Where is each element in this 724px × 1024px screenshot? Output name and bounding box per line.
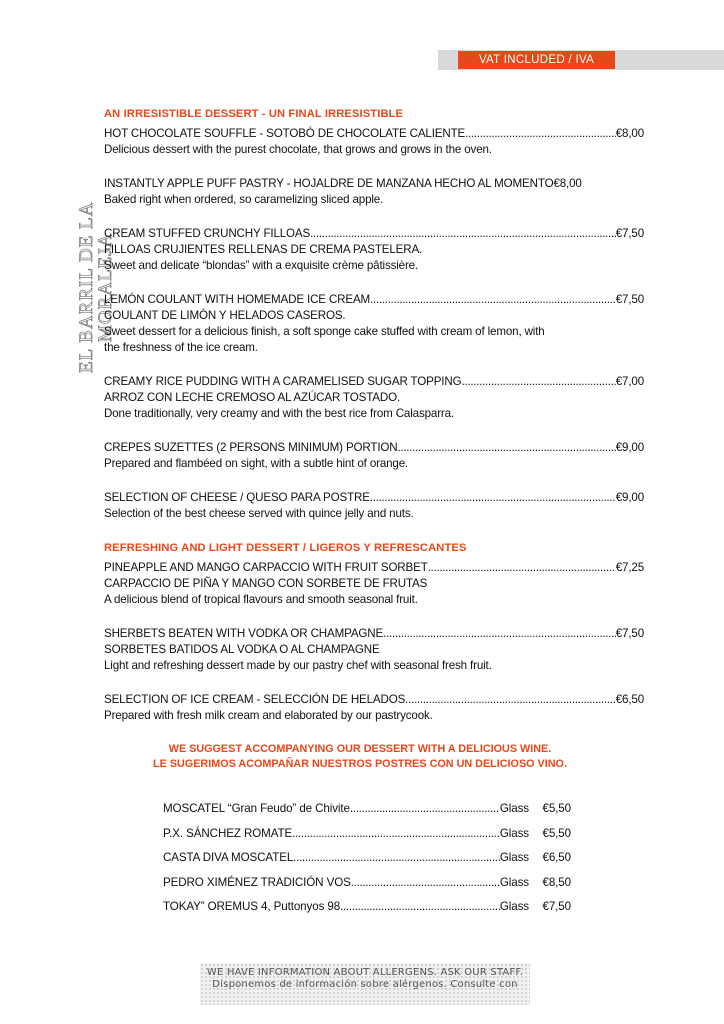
allergen-notice-english: WE HAVE INFORMATION ABOUT ALLERGENS. ASK OUR STAFF. [206, 967, 524, 978]
item-price: €7,25 [615, 561, 644, 574]
item-description: Done traditionally, very creamy and with the best rice from Calasparra. [104, 407, 454, 420]
allergen-notice [200, 963, 530, 1005]
item-spanish-name: COULANT DE LIMÓN Y HELADOS CASEROS. [104, 309, 346, 322]
wine-price: €7,50 [542, 900, 571, 913]
menu-content [104, 106, 644, 742]
item-description: Prepared with fresh milk cream and elaborated by our pastrycook. [104, 709, 433, 722]
leader-dots [408, 692, 615, 708]
item-spanish-name: CARPACCIO DE PIÑA Y MANGO CON SORBETE DE FRUTAS [104, 577, 428, 590]
item-description: Prepared and flambéed on sight, with a subtle hint of orange. [104, 457, 409, 470]
wine-suggestion-heading [120, 742, 600, 772]
wine-suggestion-english: WE SUGGEST ACCOMPANYING OUR DESSERT WITH A DELICIOUS WINE. [168, 743, 552, 755]
logo-line-2: MORALEJA [95, 232, 116, 342]
item-name: HOT CHOCOLATE SOUFFLE - SOTOBÓ DE CHOCOLATE CALIENTE [104, 127, 466, 140]
leader-dots [370, 490, 616, 506]
item-price: €8,00 [615, 127, 644, 140]
wine-name: P.X. SÁNCHEZ ROMATE [163, 826, 293, 840]
menu-item [104, 176, 644, 208]
menu-item [104, 374, 644, 422]
leader-dots [351, 875, 500, 900]
wine-price: €5,50 [542, 802, 571, 815]
item-description: Sweet and delicate “blondas” with a exquisite crème pâtissière. [104, 259, 419, 272]
wine-row [163, 850, 571, 875]
item-name: INSTANTLY APPLE PUFF PASTRY - HOJALDRE DE MANZANA HECHO AL MOMENTO [104, 177, 554, 190]
menu-item [104, 440, 644, 472]
item-name: CREAM STUFFED CRUNCHY FILLOAS [104, 227, 311, 240]
item-price: €7,50 [615, 227, 644, 240]
allergen-notice-spanish: Disponemos de información sobre alérgenos. Consulte con [212, 979, 518, 990]
leader-dots [398, 440, 616, 456]
item-price: €9,00 [615, 491, 644, 504]
item-name: SELECTION OF CHEESE / QUESO PARA POSTRE [104, 491, 370, 504]
leader-dots [428, 560, 616, 576]
item-spanish-name: ARROZ CON LECHE CREMOSO AL AZÚCAR TOSTADO. [104, 391, 401, 404]
leader-dots [465, 126, 616, 142]
leader-dots [310, 226, 616, 242]
leader-dots [293, 850, 500, 875]
wine-name: PEDRO XIMÉNEZ TRADICIÓN VOS [163, 875, 351, 889]
wine-price: €6,50 [542, 851, 571, 864]
menu-item [104, 490, 644, 522]
item-description: Light and refreshing dessert made by our pastry chef with seasonal fresh fruit. [104, 659, 492, 672]
wine-row [163, 899, 571, 924]
item-name: CREAMY RICE PUDDING WITH A CARAMELISED SUGAR TOPPING. [104, 375, 465, 388]
leader-dots [465, 374, 616, 390]
wine-name: CASTA DIVA MOSCATEL [163, 851, 294, 864]
wine-suggestion-spanish: LE SUGERIMOS ACOMPAÑAR NUESTROS POSTRES CON UN DELICIOSO VINO. [153, 758, 567, 770]
leader-dots [350, 801, 500, 826]
wine-unit: Glass [499, 851, 529, 864]
item-price: €7,00 [615, 375, 644, 388]
wine-row [163, 826, 571, 851]
leader-dots [340, 899, 500, 924]
item-price: €7,50 [615, 627, 644, 640]
wine-price: €5,50 [542, 826, 571, 840]
item-price: €7,50 [615, 293, 644, 306]
item-name: LEMÓN COULANT WITH HOMEMADE ICE CREAM [104, 293, 371, 306]
item-description: the freshness of the ice cream. [104, 341, 258, 354]
wine-row [163, 875, 571, 900]
wine-name: TOKAY” OREMUS 4, Puttonyos 98 [163, 900, 341, 913]
wine-name: MOSCATEL “Gran Feudo” de Chivite [163, 802, 350, 815]
item-spanish-name: FILLOAS CRUJIENTES RELLENAS DE CREMA PASTELERA. [104, 243, 423, 256]
item-description: Selection of the best cheese served with quince jelly and nuts. [104, 507, 414, 520]
menu-item [104, 292, 644, 356]
menu-item [104, 126, 644, 158]
item-price: €9,00 [615, 441, 644, 454]
logo-line-1: EL BARRIL DE LA [76, 201, 97, 373]
wine-unit: Glass [499, 802, 529, 815]
item-description: Baked right when ordered, so caramelizing sliced apple. [104, 193, 384, 206]
leader-dots [386, 626, 616, 642]
menu-item [104, 226, 644, 274]
menu-item [104, 626, 644, 674]
item-name: PINEAPPLE AND MANGO CARPACCIO WITH FRUIT SORBET [104, 561, 428, 574]
item-spanish-name: SORBETES BATIDOS AL VODKA O AL CHAMPAGNE [104, 643, 380, 656]
item-price: €8,00 [553, 177, 582, 190]
item-name: CREPES SUZETTES (2 PERSONS MINIMUM) PORTION [104, 441, 398, 454]
wine-unit: Glass [499, 900, 529, 913]
menu-item [104, 560, 644, 608]
vat-banner-label: VAT INCLUDED / IVA [458, 51, 615, 69]
menu-item [104, 692, 644, 724]
item-description: Delicious dessert with the purest chocolate, that grows and grows in the oven. [104, 143, 492, 156]
wine-list [163, 801, 571, 924]
item-price: €6,50 [615, 693, 644, 706]
item-name: SHERBETS BEATEN WITH VODKA OR CHAMPAGNE. [104, 627, 387, 640]
section-title: AN IRRESISTIBLE DESSERT - UN FINAL IRRESISTIBLE [104, 108, 404, 120]
wine-row [163, 801, 571, 826]
wine-unit: Glass [499, 826, 529, 840]
section-title: REFRESHING AND LIGHT DESSERT / LIGEROS Y REFRESCANTES [104, 542, 467, 554]
item-name: SELECTION OF ICE CREAM - SELECCIÓN DE HELADOS. [104, 693, 409, 706]
wine-unit: Glass [499, 875, 529, 889]
item-description: A delicious blend of tropical flavours and smooth seasonal fruit. [104, 593, 418, 606]
leader-dots [292, 826, 500, 851]
item-description: Sweet dessert for a delicious finish, a soft sponge cake stuffed with cream of lemon, with [104, 325, 545, 338]
leader-dots [370, 292, 616, 308]
wine-price: €8,50 [542, 875, 571, 889]
